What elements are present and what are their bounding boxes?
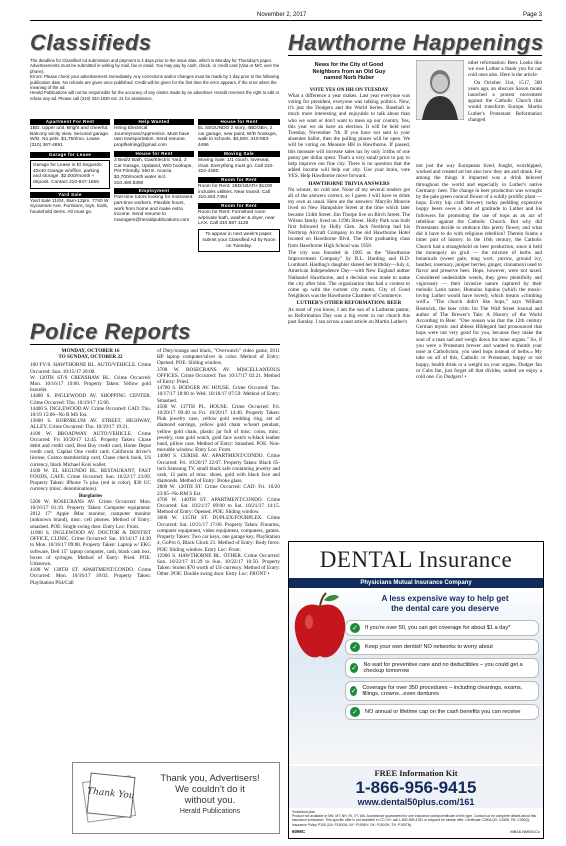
- trivia-heading: HAWTHORNE TRIVIA ANSWERS: [308, 180, 390, 187]
- room-rent-2-ad: Room for Rent: Furnished room w/private bath, washer & dryer, near LAX. Call 310.987.1125: [198, 210, 275, 227]
- classifieds-title: Classifieds: [30, 30, 152, 55]
- hawthorne-title: Hawthorne Happenings: [288, 30, 544, 55]
- police-item: 100 FY/S. HAWTHORNE BL. AUTO/VEHICLE. Crime Occurred: Sun. 10/15/17 20:00.: [30, 362, 151, 375]
- room-rent-ad: Room for Rent: 1BD/1BATH $1200 includes utilities. Near transit. Call 310.253.7464: [198, 183, 273, 201]
- issue-date: November 2, 2017: [257, 12, 307, 18]
- police-item: 4100 W. EL SEGUNDO BL. RESTAURANT, FAST FOODS, CAFE. Crime Occurred: Sun. 10/22/17 23:09. Property Taken: iPhone 7s plus (red in color), $30 UC currency (misc. denominations).: [30, 467, 151, 493]
- police-item: 11900 S. INGLEWOOD AV. DOCTOR & DENTIST OFFICE, CLINIC. Crime Occurred: Sat. 10/14/17 14:30 to Mon. 10/16/17 09:00. Property Taken: Laptop w/ EKG software, Dell 15" laptop computer, cash, black cash box, boxes of syringes. Method of Entry: Pried. POE: Unknown.: [30, 529, 151, 567]
- yard-sale-ad: Yard Sale 11/04, 8am-12pm. 7740 W Sycamore Ave. Furniture, toys, tools, household items. All must go.: [30, 198, 109, 216]
- reformation-paragraph: On October 31st, 1517, 500 years ago, an obscure Saxon monk launched a protest movement against the Catholic Church that would transform Europe. Martin Luther's Protestant Reformation changed: [468, 79, 542, 123]
- vote-paragraph: What a difference a year makes. Last year everyone was voting for president, everyone was talking politics. Now, it's just the Dodgers and the World Series. Baseball is much more interesting and enjoyable to talk about than who we want or don't want to mess up our country. Yes, this year we do have an election. It will be held next Tuesday, November 7th. If you have not sent in your absentee ballot, then the polling places will be open. We will be voting on Measure HH in Hawthorne. If passed, this measure will increase sales tax by only 3/4ths of one penny per dollar spent. That's a very small price to pay to help improve our fine city. There is no question that the added income will help our city. Use your brain, vote YES. Help Hawthorne move forward.: [288, 92, 410, 180]
- byline-line-3: named Norb Huber: [323, 75, 375, 81]
- dental-title: DENTAL Insurance: [319, 547, 513, 572]
- police-item: 14000 S. CERISE AV. APARTMENT/CONDO. Crime Occurred: Fri. 10/20/17 22:07. Property Taken: Black 65-inch Samsung TV, small black safe containing jewelry and cash, 12 pairs of misc. shoes, gold with black face and diamonds. Method of Entry: Broke glass.: [157, 453, 280, 485]
- police-item: 4700 W. 140TH ST. APARTMENT/CONDO. Crime Occurred: Sat. 10/21/17 09:00 to Sat. 10/21/17 14:15. Method of Entry: Opened. POE: Sliding window.: [157, 496, 280, 516]
- house-rent-2-ad: 3 Bed/2 Bath, Gas/Electric Yard, 2 Car Garage, Updated, W/D hookups, Pet Friendly. 550 E. Acacia $3,700/month water incl. 310.480.8390: [114, 157, 193, 186]
- thank-you-line-3: without you.: [184, 795, 236, 806]
- employment-heading: Employment: [114, 188, 194, 194]
- check-icon: ✓: [350, 707, 360, 717]
- police-item: 4500 W. 137TH PL. HOUSE. Crime Occurred: Fri. 10/20/17 09:40 to Fri. 10/20/17 14:40. Property Taken: Pink jewelry case, yellow gold wedding ring, set of diamond earrings, yellow gold chain w/heart pendant, yellow gold chain, plastic jar full of misc. coins, misc. jewelry, rose gold watch, gold face watch w/black leather band, pillow case. Method of Entry: Smashed. POE: Non-movable window. Entry Loc: Front.: [157, 403, 280, 454]
- benefit-item: [345, 639, 539, 655]
- burglaries-subhead: Burglaries: [78, 492, 103, 499]
- classified-col-2: [114, 119, 194, 224]
- hawthorne-byline: [288, 62, 410, 82]
- police-item: 4100 W. BROADWAY. AUTO/VEHICLE. Crime Occurred: Fri 10/20/17 12:45. Property Taken: Chase debit and credit card, Best Buy credit card, Home Depot credit card, Capital One credit card, California driver's license, Costco membership card, Chase check book, US currency, black Michael Kors wallet.: [30, 430, 151, 468]
- dental-fine-print: [292, 810, 540, 827]
- hawthorne-rule: [288, 55, 542, 56]
- byline-line-2: Neighbors from an Old Guy: [312, 68, 386, 75]
- dental-code-right: MB16-NM001Cc: [510, 829, 540, 834]
- page-number: Page 3: [522, 12, 542, 18]
- thank-you-line-1: Thank you, Advertisers!: [160, 773, 260, 784]
- vote-heading: VOTE YES ON HH ON TUESDAY: [309, 86, 389, 93]
- fine-print-1: *Individual plan.: [292, 810, 316, 814]
- hawthorne-col-1: [288, 62, 410, 326]
- header-rule: [30, 20, 542, 21]
- dental-code-left: 6096C: [292, 829, 306, 834]
- benefit-item: [345, 681, 539, 701]
- classified-col-1: [30, 119, 110, 216]
- police-item: 13600 S. KORNBLUM AV. STREET, HIGHWAY, ALLEY. Crime Occurred: Thu. 10/19/17 19:21.: [30, 418, 151, 431]
- classifieds-intro: [30, 58, 280, 101]
- yard-sale-heading: Yard Sale: [30, 192, 110, 198]
- benefit-text: Coverage for over 350 procedures – including cleanings, exams, fillings, crowns...even dentures: [362, 684, 523, 697]
- house-rent-ad: EL SEGUNDO 2 story, 4BD/3BA, 2 car garage, new paint, W/D hookups, walk to schools. $4,500. 310-563-4496: [198, 126, 277, 149]
- police-item: 2800 W. 120TH ST. Crime Occurred: CAD: Fri. 10/20 23:05--No RM S Est.: [157, 484, 280, 497]
- help-wanted-ad: Hiring Electrical Journeyman/Apprentice. Must have own transportation. Send resume. proplhelriing@gmail.com: [114, 126, 190, 149]
- apartment-ad: 1BD. Upper unit. Bright and cheerful. Balcony w/city view. Secured garage. W/D. No pets. $1,750/mo. Lease. (310) 367-4891: [30, 126, 110, 149]
- employment-ad: Part-time tutors looking for motivated part-time workers. Flexible hours, work from home and make extra income. Send resume to managers@heraldpublications.com: [114, 195, 193, 224]
- check-icon: ✓: [350, 642, 360, 652]
- hops-paragraph: not just the way Europeans lived, fought, worshipped, worked and created art but also how they ate and drank. For among the things it impacted was a drink beloved throughout the world and especially in Luther's native Germany: beer. The change in beer production was wrought by the pale green conical flower of a wildly prolific plant — hops. Every hip craft brewery today peddling expensive hoppy beers owes a debt of gratitude to Luther and his followers for promoting the use of hops as an act of rebellion against the Catholic Church. But why did Protestants decide to embrace this pretty flower, and what did it have to do with religious rebellion? Therein foams a bitter pint of history. In the 16th century, the Catholic Church had a stranglehold on beer production, since it held the monopoly on gruit — the mixture of herbs and botanicals (sweet gale, mug wort, yarrow, ground ivy, heather, rosemary, juniper berries, ginger, cinnamon) used to flavor and preserve beer. Hops, however, were not taxed. Considered undesirable weeds, they grew plentifully and vigorously — their invasive nature captured by their melodic Latin name, Humulus lupulus (which the music-loving Luther would have loved), which means «climbing wolf.» "The church didn't like hops," says William Bostwick, the beer critic for The Wall Street Journal and author of The Brewer's Tale: A History of the World According to Beer. "One reason was that the 12th century German mystic and abbess Hildegard had pronounced that hops were not very good for you, because they make the soul of a man sad and weigh down his inner organs." So, if you were a Protestant brewer and wanted to thumb your nose at Catholicism, you used hops instead of herbs.» My take on all of this, Catholic or Protestant, hoppy or not hoppy, health drink or a weight on your organs, Dodger fan or Cubs fan, just forget all that divides, united we enjoy a cold one. Go Dodgers! •: [416, 163, 542, 380]
- police-date-range-1: MONDAY, OCTOBER 16: [61, 348, 120, 354]
- benefit-text: NO annual or lifetime cap on the cash benefits you can receive: [365, 708, 521, 715]
- room-rent-2-heading: Room for Rent: [198, 203, 280, 209]
- free-kit-label: FREE Information Kit: [374, 768, 458, 778]
- dental-subtitle: Physicians Mutual Insurance Company: [289, 578, 543, 588]
- police-reports-title: Police Reports: [30, 319, 192, 344]
- house-rent-2-heading: House for Rent: [114, 151, 194, 157]
- classifieds-intro-errors: Errors: Please check your advertisement immediately. Any corrections and/or changes must be made by 1 day prior to the following publication date. No refunds are given once published. Credit will be given for the first time the error appears, if the error alters the meaning of the ad.: [30, 74, 280, 91]
- benefit-text: If you're over 50, you can get coverage for about $1 a day*: [365, 624, 511, 631]
- classifieds-intro-disclaimer: Herald Publications will not be responsible for the accuracy of any claims made by an advertiser. Herald reserves the right to edit or refuse any ad. Please call (310) 322-1830 ext. 21 for assistance.: [30, 90, 280, 101]
- moving-sale-ad: Moving Sale: 1/1 couch, loveseat, chair. Everything must go. Call 310-322-4480.: [198, 157, 274, 175]
- police-item: 14400 S. INGLEWOOD AV. Crime Occurred: CAD: Thu. 10/19 15:06--No R MS Est.: [30, 405, 151, 419]
- benefit-item: [345, 658, 539, 678]
- dental-tagline: [349, 594, 541, 614]
- dental-benefits-list: [345, 620, 539, 723]
- thank-you-line-2: We couldn't do it: [175, 784, 245, 795]
- police-item: 14400 S. INGLEWOOD AV. SHOPPING CENTER. Crime Occurred: Thu. 10/19/17 15:06.: [30, 393, 151, 406]
- police-col-2: [157, 348, 280, 578]
- dental-tagline-1: A less expensive way to help get: [381, 594, 509, 603]
- house-rent-heading: House for Rent: [198, 119, 280, 125]
- martin-luther-portrait: [416, 60, 464, 120]
- classified-col-3: [198, 119, 280, 252]
- benefit-item: [345, 704, 539, 720]
- police-col-1: [30, 348, 151, 586]
- byline-line-1: News for the City of Good: [314, 62, 384, 68]
- thank-you-line-4: Herald Publications: [179, 808, 241, 815]
- dental-phone-link[interactable]: 1-866-956-9415: [355, 778, 477, 797]
- check-icon: ✓: [350, 687, 357, 695]
- police-item: 3700 W. ROSECRANS AV. MISCELLANEOUS OFFICES. Crime Occurred: Tue. 10/17/17 02:21. Method of Entry: Pried.: [157, 366, 280, 386]
- portrait-icon: [416, 60, 464, 120]
- apple-icon: [291, 590, 349, 664]
- dental-contact: [289, 766, 543, 808]
- hawthorne-col-2: [416, 163, 542, 381]
- benefit-item: [345, 620, 539, 636]
- luther-heading: LUTHER'S OTHER REFORMATION: BEER: [296, 300, 402, 307]
- police-item: 5200 W. ROSECRANS AV. Crime Occurred: Mon. 10/16/17 01:10. Property Taken: Computer equipment: 2012 17" Apple iMac monitor, computer monitor (unknown brand), misc. cell phones. Method of Entry: smashed. POE: Single swing door. Entry Loc: Front.: [30, 498, 151, 530]
- benefit-text: No wait for preventive care and no deductibles – you could get a checkup tomorrow: [363, 661, 523, 674]
- page-header: [30, 6, 542, 20]
- police-item: of Duty/orange and black, "Overwatch" video game, 2011 HP laptop computer/silver in color. Method of Entry: Opened. POE: Sliding window.: [157, 348, 280, 367]
- police-rule: [30, 344, 280, 345]
- police-date-range-2: TO SUNDAY, OCTOBER 22: [58, 354, 123, 361]
- fine-print-2: Product not available in MN, MT, NH, RI, VT, WA. Acceptance guaranteed for one insurance policy/certificate of this type. Contact us for complete details about this insurance solicitation. This specific offer is not available in CO, NY; call 1-800-969-4781 or respond for similar offer. Certificate C250A (ID: C250E; PA: C250Q); Insurance Policy P150 (GA: P150GA; NY: P150NY; OK: P150OK; TN: P150TN): [292, 814, 537, 827]
- room-rent-heading: Room for Rent: [198, 177, 280, 183]
- apartment-heading: Apartment For Rent: [30, 119, 110, 125]
- hawthorne-col-2-top: [468, 60, 542, 124]
- police-item: 4100 W. 138TH ST. APARTMENT/CONDO. Crime Occurred: Mon. 10/16/17 18:02. Property Taken: PlayStation PS4/Call: [30, 567, 151, 586]
- check-icon: ✓: [351, 664, 358, 672]
- dental-insurance-ad: [288, 541, 544, 839]
- luther-intro-paragraph: As most of you know, I am the son of a Lutheran pastor, so Reformation Day was a big event in our church this past Sunday. I ran across a neat article on Martin Luther's: [288, 306, 410, 326]
- police-item: W. 120TH ST/S CRENSHAW BL. Crime Occurred: Mon. 10/16/17 10:00. Property Taken: Yellow gold bracelet.: [30, 374, 151, 394]
- police-item: 14700 S. BODGER AV. HOUSE. Crime Occurred: Tue. 10/17/17 18:00 to Wed. 10/18/17 07:59. Method of Entry: Smashed.: [157, 385, 280, 404]
- dental-tagline-2: the dental care you deserve: [391, 604, 499, 613]
- garage-ad: Garage for Lease in El Segundo: 40x40 Garage w/office, parking and storage. $2,000/month + deposit. Contact 310-847-1655: [30, 160, 110, 189]
- trivia-paragraph: No winner, no cold one. None of my several readers got all of the answers correct, so I guess I will have to drink my own as usual. Here are the answers: Marylin Monroe lived on New Hampshire Street at the time which later became 134th Street. Jim Thorpe live on Birch Street. The Wilson family lived on 119th Street. Holly Park was built first followed by Holly Glen. Jack Northrop had his Northrop Aircraft Company in the old Hawthorne Hotel located on Hawthorne Blvd. The first graduating class from Hawthorne High School was 1958.: [288, 186, 410, 249]
- benefit-text: Keep your own dentist! NO networks to worry about: [365, 643, 493, 650]
- beer-intro-paragraph: other reformation: Beer. Looks like we owe Luther a thank you for our cold ones also. Here is the article:: [468, 60, 542, 79]
- police-item: 3600 W. 135TH ST. DUPLEX/FOURPLEX. Crime Occurred: Sat. 10/21/17 17:06. Property Taken: Firearms, computer equipment, video equipment, computers, games. Property Taken: Two car keys, one garage key, PlayStation 4, GoPro 6, Black Glock 21. Method of Entry: Body force. POE: Sliding window. Entry Loc: Front.: [157, 515, 280, 553]
- moving-sale-heading: Moving Sale: [198, 151, 280, 157]
- police-item: 12900 S. HAWTHORNE BL. OTHER. Crime Occurred: Sun. 10/22/17 01:39 to Sun. 10/22/17 10:50. Property Taken: Stolen $70 worth of US currency. Method of Entry: Other. POE: Double swing door. Entry Loc: FRONT •: [157, 552, 280, 578]
- dental-website-link[interactable]: www.dental50plus.com/161: [357, 797, 475, 807]
- classified-deadline-notice: To appear in next week's paper, submit your Classified Ad by Noon on Tuesday.: [198, 229, 280, 252]
- help-wanted-heading: Help Wanted: [114, 119, 194, 125]
- check-icon: ✓: [350, 623, 360, 633]
- thank-you-script: Thank You: [86, 786, 136, 802]
- garage-heading: Garage for Lease: [30, 152, 110, 158]
- city-history-paragraph: The city was founded in 1905 as the "Hawthorne Improvement Company" by B.L. Harding and H.D. Lombard. Harding's daughter shared her birthday—July 4, American Independence Day—with New England author Nathaniel Hawthorne, and a decision was made to name the city after him. The organization that had a contest to come up with the current city motto, City of Good Neighbors was the Hawthorne Chamber of Commerce.: [288, 249, 410, 300]
- thank-you-ad: [72, 762, 280, 834]
- thank-you-text: [143, 773, 277, 818]
- classifieds-intro-deadline: The deadline for Classified Ad submission and payment is 4 days prior to the issue date, which is Monday for Thursday's paper. Advertisements must be submitted in writing by mail, fax or email. You may pay by cash, check, or credit card (Visa or M/C over the phone).: [30, 58, 280, 74]
